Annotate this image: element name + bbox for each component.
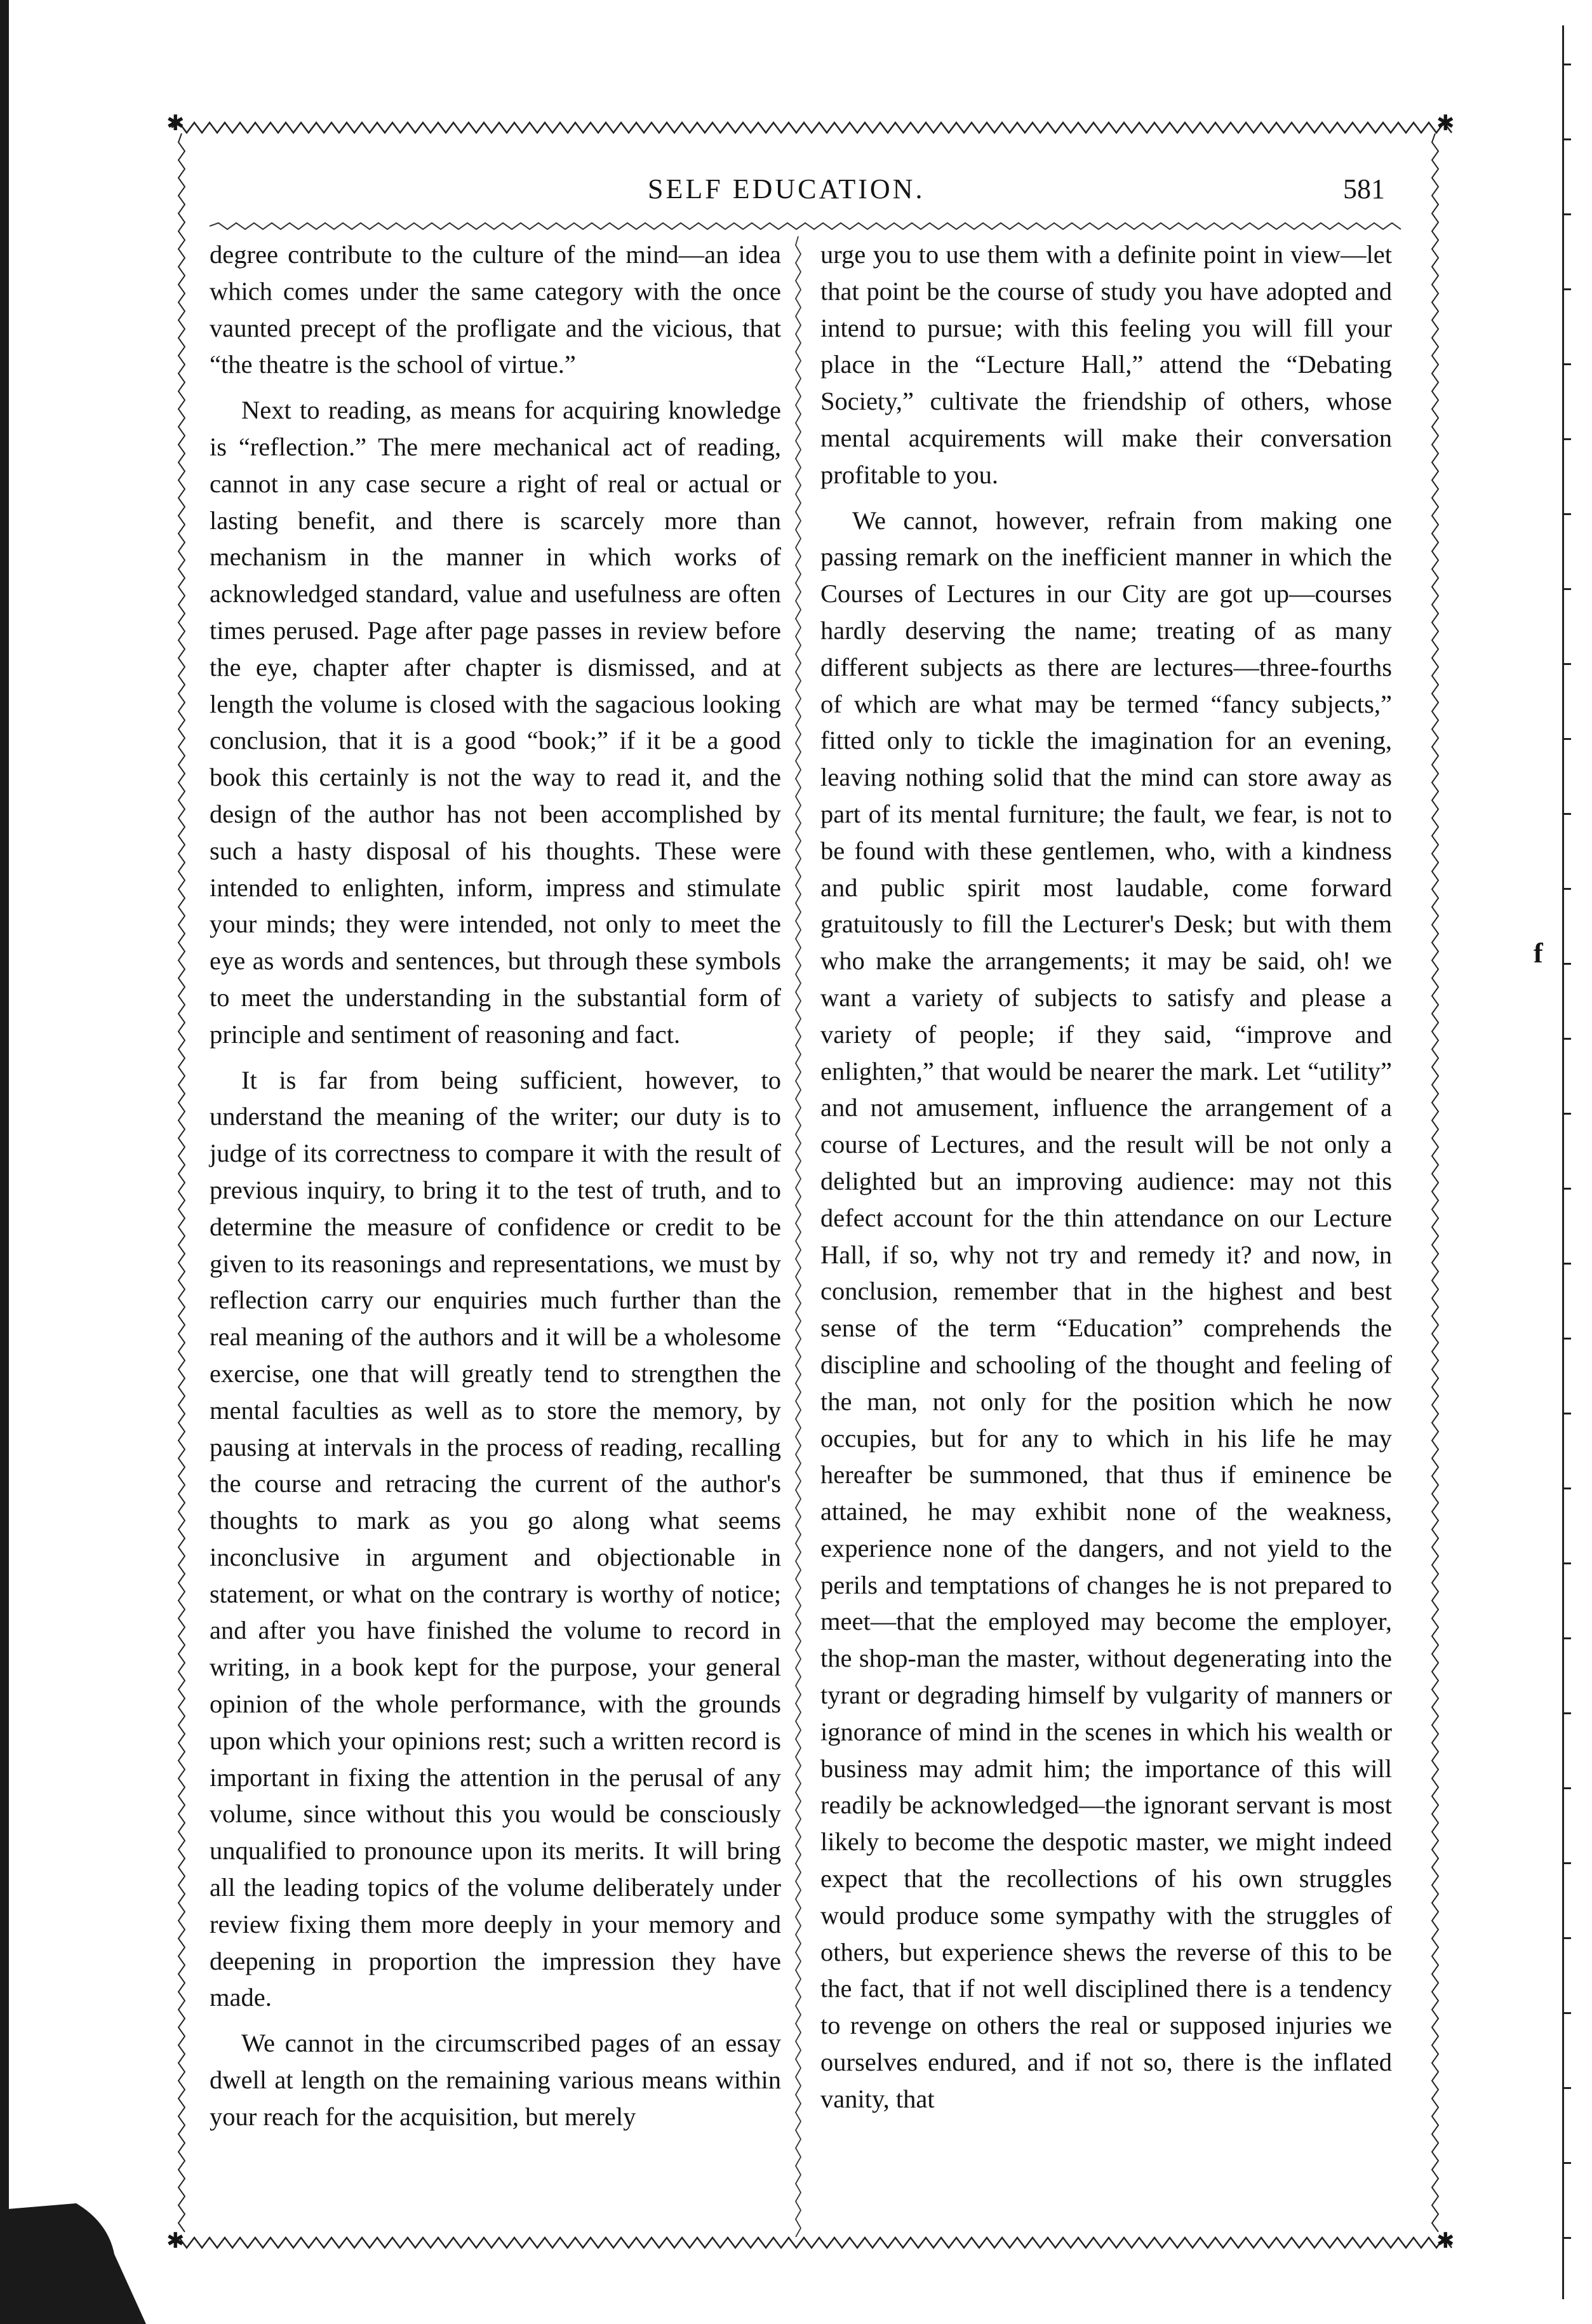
corner-ornament-bottom-right: ✱ [1436,2229,1455,2253]
left-column [210,236,781,2135]
running-head [0,173,1592,211]
paragraph: We cannot in the circumscribed pages of an essay dwell at length on the remaining various means within your reach for the acquisition, but merely [210,2029,781,2131]
paragraph: We cannot, however, refrain from making one passing remark on the inefficient manner in which the Courses of Lectures in our City are got up—courses hardly deserving the name; treating of as many different subjects as there are lectures—three-fourths of which are what may be termed “fancy subjects,” fitted only to tickle the imagination for an evening, leaving nothing solid that the mind can store away as part of its mental furniture; the fault, we fear, is not to be found with these gentlemen, who, with a kindness and public spirit most laudable, come forward gratuitously to fill the Lecturer's Desk; but with them who make the arrangements; it may be said, oh! we want a variety of subjects to satisfy and please a variety of people; if they said, “improve and enlighten,” that would be nearer the mark. Let “utility” and not amusement, influence the arrangement of a course of Lectures, and the result will be not only a delighted but an improving audience: may not this defect account for the thin attendance on our Lecture Hall, if so, why not try and remedy it? and now, in conclusion, remember that in the highest and best sense of the term “Education” comprehends the discipline and schooling of the thought and feeling of the man, not only for the position which he now occupies, but for any to which in his life he may hereafter be summoned, that thus if eminence be attained, he may exhibit none of the weakness, experience none of the dangers, and not yield to the perils and temptations of changes he is not prepared to meet—that the employed may become the employer, the shop-man the master, without degenerating into the tyrant or degrading himself by vulgarity of manners or ignorance of mind in the scenes in which his wealth or business may admit him; the importance of this will readily be acknowledged—the ignorant servant is most likely to become the despotic master, we might indeed expect that the recollections of his own struggles would produce some sympathy with the struggles of others, but experience shews the reverse of this to be the fact, that if not well disciplined there is a tendency to revenge on others the real or supposed injuries we ourselves endured, and if not so, there is the inflated vanity, that [820,506,1392,2113]
running-title: SELF EDUCATION. [648,173,925,205]
right-column [820,236,1392,2118]
column-gutter-rule [794,236,803,2237]
paragraph: degree contribute to the culture of the mind—an idea which comes under the same category with the once vaunted precept of the profligate and the vicious, that “the theatre is the school of virtue.” [210,240,781,379]
page-number: 581 [1343,173,1385,205]
binding-spine-shadow [0,0,9,2324]
paragraph: It is far from being sufficient, however, to understand the meaning of the writer; our duty is to judge of its correctness to compare it with the result of previous inquiry, to bring it to the test of truth, and to determine the measure of confidence or credit to be given to its reasonings and representations, we must by reflection carry our enquiries much further than the real meaning of the authors and it will be a wholesome exercise, one that will greatly tend to strengthen the mental faculties as well as to store the memory, by pausing at intervals in the process of reading, recalling the course and retracing the current of the author's thoughts to mark as you go along what seems inconclusive in argument and objectionable in statement, or what on the contrary is worthy of notice; and after you have finished the volume to record in writing, in a book kept for the purpose, your general opinion of the whole performance, with the grounds upon which your opinions rest; such a written record is important in fixing the attention in the perusal of any volume, since without this you would be consciously unqualified to pronounce upon its merits. It will bring all the leading topics of the volume deliberately under review fixing them more deeply in your memory and deepening in proportion the impression they have made. [210,1065,781,2012]
corner-ink-blot [0,2184,159,2324]
paragraph: urge you to use them with a definite point in view—let that point be the course of study you have adopted and intend to pursue; with this feeling you will fill your place in the “Lecture Hall,” attend the “Debating Society,” cultivate the friendship of others, whose mental acquirements will make their conversation profitable to you. [820,240,1392,489]
top-ornament-border [171,121,1454,135]
corner-ornament-bottom-left: ✱ [166,2229,185,2253]
corner-ornament-top-left: ✱ [166,112,185,135]
header-rule [210,221,1403,231]
margin-mark: f [1534,937,1543,969]
right-ornament-border [1430,133,1440,2236]
left-ornament-border [177,133,187,2236]
corner-ornament-top-right: ✱ [1436,112,1455,135]
bottom-ornament-border [171,2236,1454,2250]
adjacent-page-edge [1562,25,1573,2299]
paragraph: Next to reading, as means for acquiring knowledge is “reflection.” The mere mechanical act of reading, cannot in any case secure a right of real or actual or lasting benefit, and there is scarcely more than mechanism in the manner in which works of acknowledged standard, value and usefulness are often times perused. Page after page passes in review before the eye, chapter after chapter is dismissed, and at length the volume is closed with the sagacious looking conclusion, that it is a good “book;” if it be a good book this certainly is not the way to read it, and the design of the author has not been accomplished by such a hasty disposal of his thoughts. These were intended to enlighten, inform, impress and stimulate your minds; they were intended, not only to meet the eye as words and sentences, but through these symbols to meet the understanding in the substantial form of principle and sentiment of reasoning and fact. [210,396,781,1049]
